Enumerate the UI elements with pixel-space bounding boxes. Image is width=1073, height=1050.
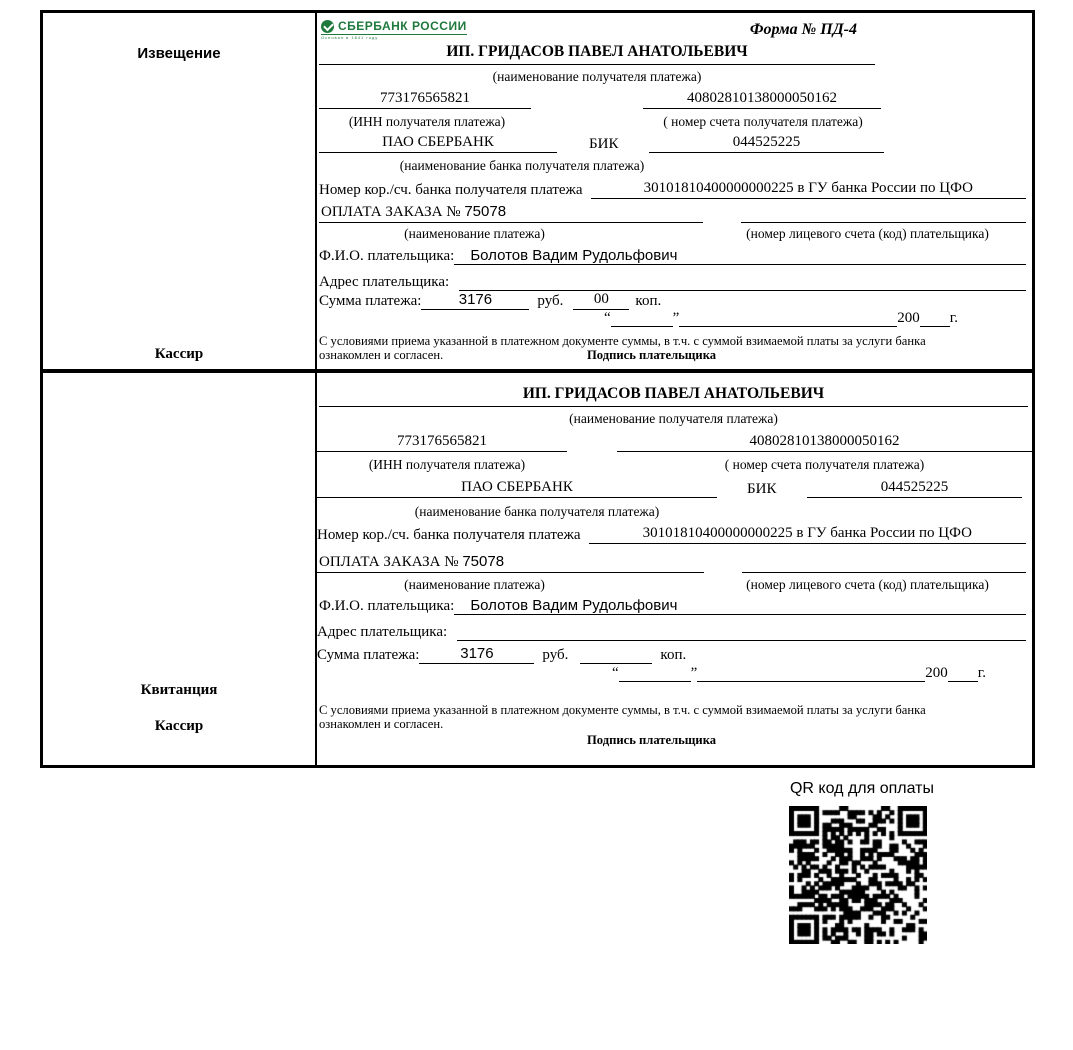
rub-label: руб. bbox=[542, 647, 569, 663]
agreement-line1: С условиями приема указанной в платежном документе суммы, в т.ч. с суммой взимаемой платы за услуги банка bbox=[319, 334, 926, 348]
date-year-field bbox=[948, 664, 978, 682]
date-row bbox=[604, 309, 958, 327]
notice-content bbox=[317, 13, 1032, 369]
personal-account-label: (номер лицевого счета (код) плательщика) bbox=[746, 577, 989, 592]
corr-field: 30101810400000000225 в ГУ банка России по ЦФО bbox=[591, 180, 1026, 199]
inn-label: (ИНН получателя платежа) bbox=[348, 114, 506, 129]
sum-label: Сумма платежа: bbox=[317, 647, 420, 663]
date-month-field bbox=[697, 664, 925, 682]
kop-label: коп. bbox=[660, 647, 687, 663]
amount-field: 3176 bbox=[419, 645, 534, 664]
sberbank-logo bbox=[321, 19, 467, 40]
year-prefix: 200 bbox=[897, 310, 920, 326]
bik-field: 044525225 bbox=[649, 134, 884, 153]
date-month-field bbox=[679, 309, 897, 327]
address-field bbox=[457, 621, 1026, 641]
sum-label: Сумма платежа: bbox=[319, 293, 422, 309]
personal-account-label: (номер лицевого счета (код) плательщика) bbox=[746, 226, 989, 241]
payment-name-static: ОПЛАТА ЗАКАЗА № bbox=[319, 554, 459, 570]
qr-caption: QR код для оплаты bbox=[789, 780, 934, 797]
cashier-label: Кассир bbox=[154, 718, 204, 734]
kopecks-field: 00 bbox=[573, 291, 629, 310]
personal-account-field bbox=[742, 553, 1026, 573]
agreement-line1: С условиями приема указанной в платежном документе суммы, в т.ч. с суммой взимаемой платы за услуги банка bbox=[319, 703, 926, 717]
notice-title: Извещение bbox=[137, 45, 221, 62]
payer-label: Ф.И.О. плательщика: bbox=[319, 598, 455, 614]
order-number: 75078 bbox=[462, 553, 505, 570]
inn-field: 773176565821 bbox=[317, 433, 567, 452]
section-receipt bbox=[43, 373, 1032, 765]
payment-name-label: (наименование платежа) bbox=[404, 577, 545, 592]
year-suffix: г. bbox=[977, 665, 986, 681]
kop-label: коп. bbox=[635, 293, 662, 309]
address-row bbox=[319, 271, 1026, 291]
recipient-name: ИП. ГРИДАСОВ ПАВЕЛ АНАТОЛЬЕВИЧ bbox=[319, 385, 1028, 407]
corr-label: Номер кор./сч. банка получателя платежа bbox=[317, 527, 581, 543]
account-label: ( номер счета получателя платежа) bbox=[663, 114, 863, 129]
receipt-stub bbox=[43, 373, 317, 765]
quote-open: “ bbox=[611, 665, 619, 681]
recipient-label: (наименование получателя платежа) bbox=[569, 411, 778, 426]
payment-name-field bbox=[317, 553, 704, 573]
signature-label: Подпись плательщика bbox=[587, 348, 717, 362]
cashier-label: Кассир bbox=[154, 346, 204, 362]
personal-account-field bbox=[741, 203, 1026, 223]
quote-close: ” bbox=[672, 310, 680, 326]
date-day-field bbox=[619, 664, 691, 682]
year-prefix: 200 bbox=[925, 665, 948, 681]
payment-name-static: ОПЛАТА ЗАКАЗА № bbox=[321, 204, 461, 220]
address-field bbox=[459, 271, 1026, 291]
bik-label: БИК bbox=[747, 481, 777, 497]
date-year-field bbox=[920, 309, 950, 327]
bank-field: ПАО СБЕРБАНК bbox=[317, 479, 717, 498]
sum-row bbox=[317, 645, 686, 664]
receipt-content bbox=[317, 373, 1032, 765]
bik-field: 044525225 bbox=[807, 479, 1022, 498]
payer-row bbox=[319, 597, 1026, 615]
order-number: 75078 bbox=[464, 203, 507, 220]
recipient-name: ИП. ГРИДАСОВ ПАВЕЛ АНАТОЛЬЕВИЧ bbox=[319, 43, 875, 65]
inn-label: (ИНН получателя платежа) bbox=[368, 457, 526, 472]
sberbank-logo-icon bbox=[321, 20, 334, 33]
payer-field: Болотов Вадим Рудольфович bbox=[454, 597, 1026, 615]
corr-label: Номер кор./сч. банка получателя платежа bbox=[319, 182, 583, 198]
agreement-line2: ознакомлен и согласен. bbox=[319, 717, 444, 731]
account-field: 40802810138000050162 bbox=[643, 90, 881, 109]
section-notice bbox=[43, 13, 1032, 373]
date-row bbox=[612, 664, 986, 682]
year-suffix: г. bbox=[949, 310, 958, 326]
payment-name-field bbox=[319, 203, 703, 223]
quote-close: ” bbox=[690, 665, 698, 681]
amount-field: 3176 bbox=[421, 291, 529, 310]
signature-label: Подпись плательщика bbox=[587, 733, 717, 747]
bank-field: ПАО СБЕРБАНК bbox=[319, 134, 557, 153]
sum-row bbox=[319, 291, 661, 310]
form-pd4 bbox=[40, 10, 1035, 768]
form-number: Форма № ПД-4 bbox=[749, 21, 857, 38]
account-label: ( номер счета получателя платежа) bbox=[724, 457, 925, 472]
sberbank-logo-name: СБЕРБАНК РОССИИ bbox=[338, 19, 467, 33]
agreement-line2: ознакомлен и согласен. bbox=[319, 348, 444, 362]
quote-open: “ bbox=[603, 310, 611, 326]
payer-label: Ф.И.О. плательщика: bbox=[319, 248, 455, 264]
kopecks-field bbox=[580, 645, 652, 664]
account-field: 40802810138000050162 bbox=[617, 433, 1032, 452]
notice-stub bbox=[43, 13, 317, 369]
recipient-label: (наименование получателя платежа) bbox=[492, 69, 702, 84]
address-row bbox=[317, 621, 1026, 641]
address-label: Адрес плательщика: bbox=[317, 624, 448, 640]
bank-label: (наименование банка получателя платежа) bbox=[414, 504, 660, 519]
inn-field: 773176565821 bbox=[319, 90, 531, 109]
bik-label: БИК bbox=[589, 136, 619, 152]
corr-row bbox=[317, 525, 1026, 544]
corr-row bbox=[319, 180, 1026, 199]
date-day-field bbox=[611, 309, 673, 327]
payer-field: Болотов Вадим Рудольфович bbox=[454, 247, 1026, 265]
corr-field: 30101810400000000225 в ГУ банка России по ЦФО bbox=[589, 525, 1026, 544]
sberbank-logo-tagline: Основан в 1841 году bbox=[321, 35, 379, 40]
receipt-title: Квитанция bbox=[140, 682, 218, 698]
address-label: Адрес плательщика: bbox=[319, 274, 450, 290]
qr-code bbox=[789, 806, 927, 944]
payment-name-label: (наименование платежа) bbox=[404, 226, 545, 241]
bank-label: (наименование банка получателя платежа) bbox=[399, 158, 645, 173]
payer-row bbox=[319, 247, 1026, 265]
rub-label: руб. bbox=[537, 293, 564, 309]
